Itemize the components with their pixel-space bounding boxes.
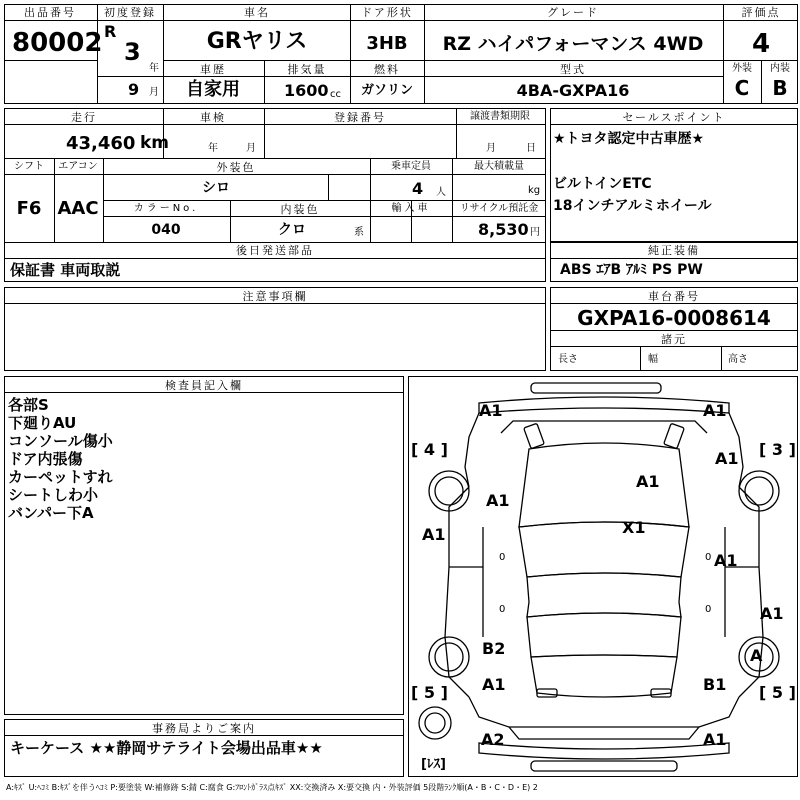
color-no-label: カラーNo. xyxy=(133,203,199,214)
ext-label: 外装 xyxy=(732,63,752,74)
inspector-line: 下廻りAU xyxy=(8,414,77,432)
bracket-spare: [ﾚｽ] xyxy=(421,757,446,772)
inspector-line: ドア内張傷 xyxy=(8,450,83,468)
grade-label: グレード xyxy=(547,6,599,19)
exterior-grade: C xyxy=(734,76,750,100)
reg-month-unit: 月 xyxy=(149,87,159,98)
mark-right-rear: A1 xyxy=(760,604,784,623)
equipment-label: 純正装備 xyxy=(648,244,700,257)
office-label: 事務局よりご案内 xyxy=(152,722,256,735)
mark-hood-right: A1 xyxy=(636,472,660,491)
mark-front-left: A1 xyxy=(479,401,503,420)
ext-color-value: シロ xyxy=(202,180,230,196)
car-outline-icon xyxy=(409,377,798,777)
model-label: 車名 xyxy=(244,6,270,19)
equipment-value: ABS ｴｱB ｱﾙﾐ PS PW xyxy=(560,262,703,278)
length-label: 長さ xyxy=(558,354,578,365)
mileage-unit: km xyxy=(140,133,170,153)
mileage-value: 43,460 xyxy=(66,133,136,154)
recycle-label: リサイクル預託金 xyxy=(459,203,539,214)
sales-point-line: ★トヨタ認定中古車歴★ xyxy=(553,131,705,147)
import-label: 輸入車 xyxy=(391,203,431,214)
score-label: 評価点 xyxy=(741,6,781,19)
inspector-line: バンパー下A xyxy=(8,504,94,522)
later-parts-label: 後日発送部品 xyxy=(236,244,314,257)
mileage-label: 走行 xyxy=(71,111,97,124)
regno-label: 登録番号 xyxy=(334,111,386,124)
bracket-5-right: [ 5 ] xyxy=(759,683,796,702)
mark-right-front-door: A1 xyxy=(714,551,738,570)
fuel-label: 燃料 xyxy=(374,63,400,76)
type-label: 型式 xyxy=(560,63,586,76)
seats-value: 4 xyxy=(412,179,424,198)
int-color-value: クロ xyxy=(278,222,306,238)
seats-label: 乗車定員 xyxy=(391,161,431,172)
mark-windshield: X1 xyxy=(622,518,646,537)
shift-value: F6 xyxy=(16,198,42,219)
mark-right-rear-quarter: B1 xyxy=(703,675,727,694)
legend: A:ｷｽﾞ U:ﾍｺﾐ B:ｷｽﾞを伴うﾍｺﾐ P:要塗装 W:補修跡 S:錆 C:腐食 G:ﾌﾛﾝﾄｶﾞﾗｽ点ｷｽﾞ XX:交換済み X:要交換 内・外装評価 5段階ﾗﾝｸ順(A・B・C・D・E) 2 xyxy=(6,783,538,792)
inspector-line: 各部S xyxy=(8,396,49,414)
zero-mark: 0 xyxy=(499,552,506,563)
car-history: 自家用 xyxy=(186,79,240,100)
model-code: 4BA-GXPA16 xyxy=(516,81,630,100)
spec-label: 諸元 xyxy=(661,333,687,346)
mark-hood-left: A1 xyxy=(486,491,510,510)
mark-left-rear: A1 xyxy=(482,675,506,694)
damage-diagram xyxy=(408,376,798,777)
grade-value: RZ ハイパフォーマンス 4WD xyxy=(442,33,704,55)
load-label: 最大積載量 xyxy=(474,161,524,172)
reg-year: 3 xyxy=(124,38,141,66)
load-unit: kg xyxy=(528,185,541,196)
sales-point-line: 18インチアルミホイール xyxy=(553,198,712,214)
transfer-label: 譲渡書類期限 xyxy=(470,111,530,122)
zero-mark: 0 xyxy=(705,552,712,563)
sales-point-line: ビルトインETC xyxy=(553,176,652,192)
ac-value: AAC xyxy=(57,198,99,219)
mark-rear-bumper-right: A1 xyxy=(703,730,727,749)
bracket-5-left: [ 5 ] xyxy=(411,683,448,702)
displacement-label: 排気量 xyxy=(287,63,327,76)
reg-era: R xyxy=(104,22,117,41)
inspector-label: 検査員記入欄 xyxy=(165,379,243,392)
transfer-month-unit: 月 xyxy=(486,143,496,154)
displacement: 1600 xyxy=(284,81,329,100)
bracket-4: [ 4 ] xyxy=(411,440,448,459)
lot-number: 80002 xyxy=(12,28,103,58)
notes-label: 注意事項欄 xyxy=(242,290,308,303)
mark-rear-wheel: A xyxy=(750,646,763,665)
reg-year-unit: 年 xyxy=(149,63,159,74)
inspection-year-unit: 年 xyxy=(208,143,218,154)
zero-mark: 0 xyxy=(705,604,712,615)
later-parts-value: 保証書 車両取説 xyxy=(10,261,121,279)
overall-score: 4 xyxy=(751,29,771,59)
reg-month: 9 xyxy=(128,80,140,99)
seats-unit: 人 xyxy=(436,187,446,198)
recycle-value: 8,530 xyxy=(478,220,529,239)
displacement-unit: cc xyxy=(330,89,341,100)
recycle-unit: 円 xyxy=(530,227,540,238)
door-type: 3HB xyxy=(366,33,408,54)
lot-label: 出品番号 xyxy=(24,6,76,19)
ext-color-label: 外装色 xyxy=(216,161,256,174)
shift-label: シフト xyxy=(14,161,44,172)
mark-left-front-door: A1 xyxy=(422,525,446,544)
inspection-label: 車検 xyxy=(200,111,226,124)
int-label: 内装 xyxy=(770,63,790,74)
mark-left-rear-quarter: B2 xyxy=(482,639,506,658)
int-color-unit: 系 xyxy=(354,227,364,238)
inspector-line: コンソール傷小 xyxy=(8,432,113,450)
ac-label: エアコン xyxy=(58,161,98,172)
inspector-line: カーペットすれ xyxy=(8,468,113,486)
history-label: 車歴 xyxy=(200,63,226,76)
width-label: 幅 xyxy=(648,354,658,365)
height-label: 高さ xyxy=(728,354,748,365)
mark-rear-bumper-left: A2 xyxy=(481,730,505,749)
office-value: キーケース ★★静岡サテライト会場出品車★★ xyxy=(10,739,323,757)
chassis-label: 車台番号 xyxy=(648,290,700,303)
color-no-value: 040 xyxy=(151,222,181,238)
model-name: GRヤリス xyxy=(206,29,308,54)
mark-front-right: A1 xyxy=(703,401,727,420)
bracket-3: [ 3 ] xyxy=(759,440,796,459)
door-label: ドア形状 xyxy=(361,6,413,19)
int-color-label: 内装色 xyxy=(280,203,320,216)
mark-front-right-fender: A1 xyxy=(715,449,739,468)
inspector-line: シートしわ小 xyxy=(8,486,99,504)
chassis-number: GXPA16-0008614 xyxy=(577,306,771,330)
zero-mark: 0 xyxy=(499,604,506,615)
interior-grade: B xyxy=(772,76,788,100)
fuel-type: ガソリン xyxy=(360,83,414,98)
transfer-day-unit: 日 xyxy=(526,143,536,154)
sales-points-section xyxy=(550,108,798,242)
inspection-month-unit: 月 xyxy=(246,143,256,154)
sales-points-label: セールスポイント xyxy=(622,111,726,124)
first-reg-label: 初度登録 xyxy=(104,6,156,19)
